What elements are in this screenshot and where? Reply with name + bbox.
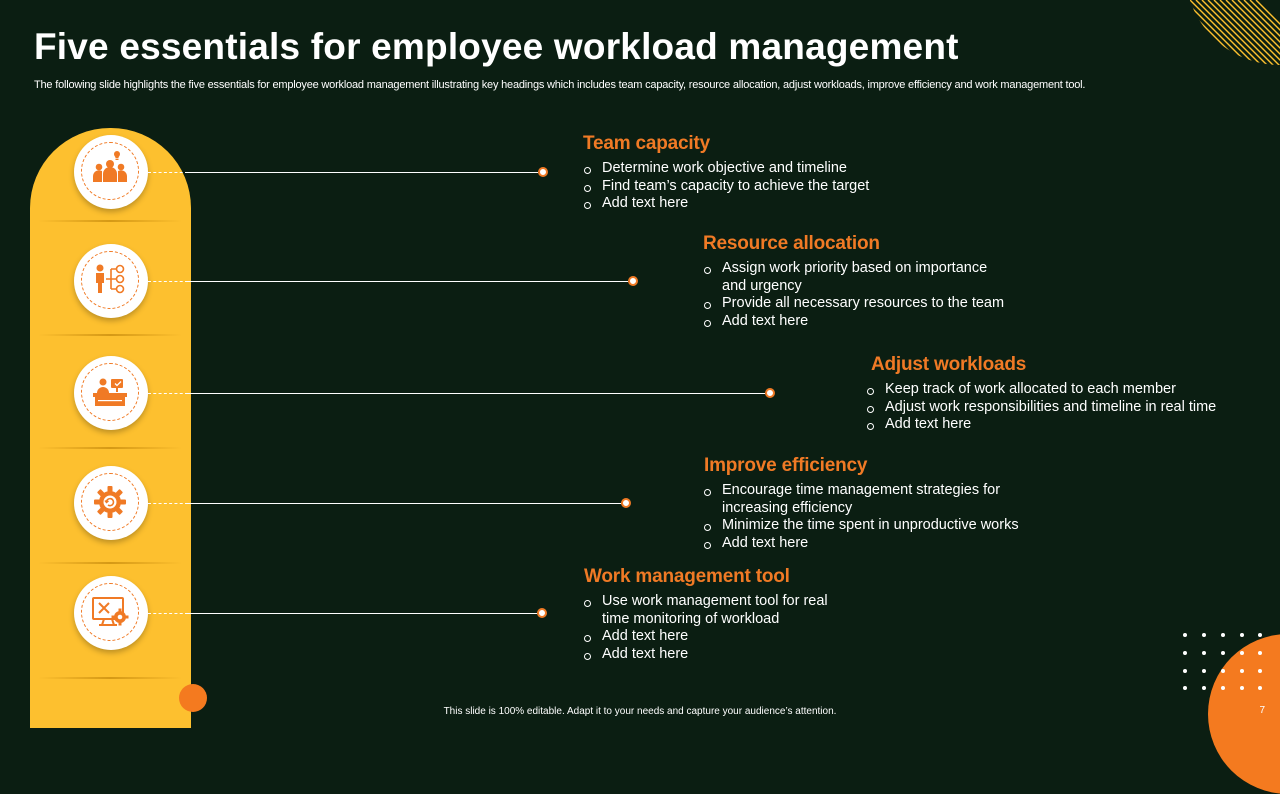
bullet-list [703,482,1023,552]
connector-line [188,281,628,282]
decorative-stripes [1160,0,1280,70]
team-icon [89,150,131,192]
connector-dash [148,503,188,504]
connector-line [188,172,538,173]
divider [38,334,182,336]
adjust-workloads-icon-circle [74,356,148,430]
bullet-item: Encourage time management strategies for increasing efficiency [703,482,1012,517]
bullet-item: Add text here [866,416,1216,434]
item-heading: Resource allocation [703,233,880,254]
team-capacity-icon-circle [74,135,148,209]
connector-line [188,503,621,504]
connector-line [188,613,537,614]
divider [38,447,182,449]
resource-allocation-icon-circle [74,244,148,318]
bullet-list [866,381,1216,434]
improve-efficiency-icon-circle [74,466,148,540]
decorative-dot-grid [1182,630,1262,694]
bullet-item: Add text here [583,628,843,646]
bullet-item: Add text here [583,195,869,213]
bullet-item: Add text here [703,313,1003,331]
bullet-list [703,260,1003,330]
hierarchy-icon [89,259,131,301]
bullet-item: Provide all necessary resources to the team [703,295,1042,313]
bullet-item: Add text here [583,646,843,664]
page-title: Five essentials for employee workload management [34,26,959,67]
bullet-item: Minimize the time spent in unproductive works [703,517,1023,535]
connector-dash [148,281,188,282]
divider [38,677,182,679]
bullet-item: Adjust work responsibilities and timeline in real time [866,399,1216,417]
connector-dot [538,167,548,177]
resource-allocation-block [703,233,1003,330]
bullet-item: Use work management tool for real time monitoring of workload [583,593,842,628]
bullet-list [583,593,843,663]
connector-dot [621,498,631,508]
divider [38,220,182,222]
bullet-item: Determine work objective and timeline [583,160,869,178]
bullet-item: Find team’s capacity to achieve the target [583,178,869,196]
work-management-tool-block [583,566,843,663]
connector-dot [628,276,638,286]
work-management-tool-icon-circle [74,576,148,650]
bullet-item: Add text here [703,535,1023,553]
bullet-item: Keep track of work allocated to each member [866,381,1216,399]
connector-dash [148,172,188,173]
divider [38,562,182,564]
page-subtitle: The following slide highlights the five essentials for employee workload management illustrating key headings which includes team capacity, resource allocation, adjust workloads, improve efficiency and work management tool. [34,79,1086,91]
item-heading: Adjust workloads [871,354,1027,375]
bullet-item: Assign work priority based on importance and urgency [703,260,992,295]
improve-efficiency-block [703,455,1023,552]
connector-dash [148,613,188,614]
item-heading: Work management tool [584,566,790,587]
item-heading: Team capacity [583,133,710,154]
item-heading: Improve efficiency [704,455,868,476]
connector-dot [765,388,775,398]
connector-dash [148,393,188,394]
tools-monitor-icon [89,591,131,633]
team-capacity-block [583,133,869,213]
desk-worker-icon [89,371,131,413]
page-number: 7 [1259,705,1265,716]
footer-note: This slide is 100% editable. Adapt it to your needs and capture your audience’s attention. [443,706,837,717]
connector-dot [537,608,547,618]
adjust-workloads-block [866,354,1216,434]
gear-refresh-icon [89,481,131,523]
bullet-list [583,160,869,213]
connector-line [188,393,765,394]
